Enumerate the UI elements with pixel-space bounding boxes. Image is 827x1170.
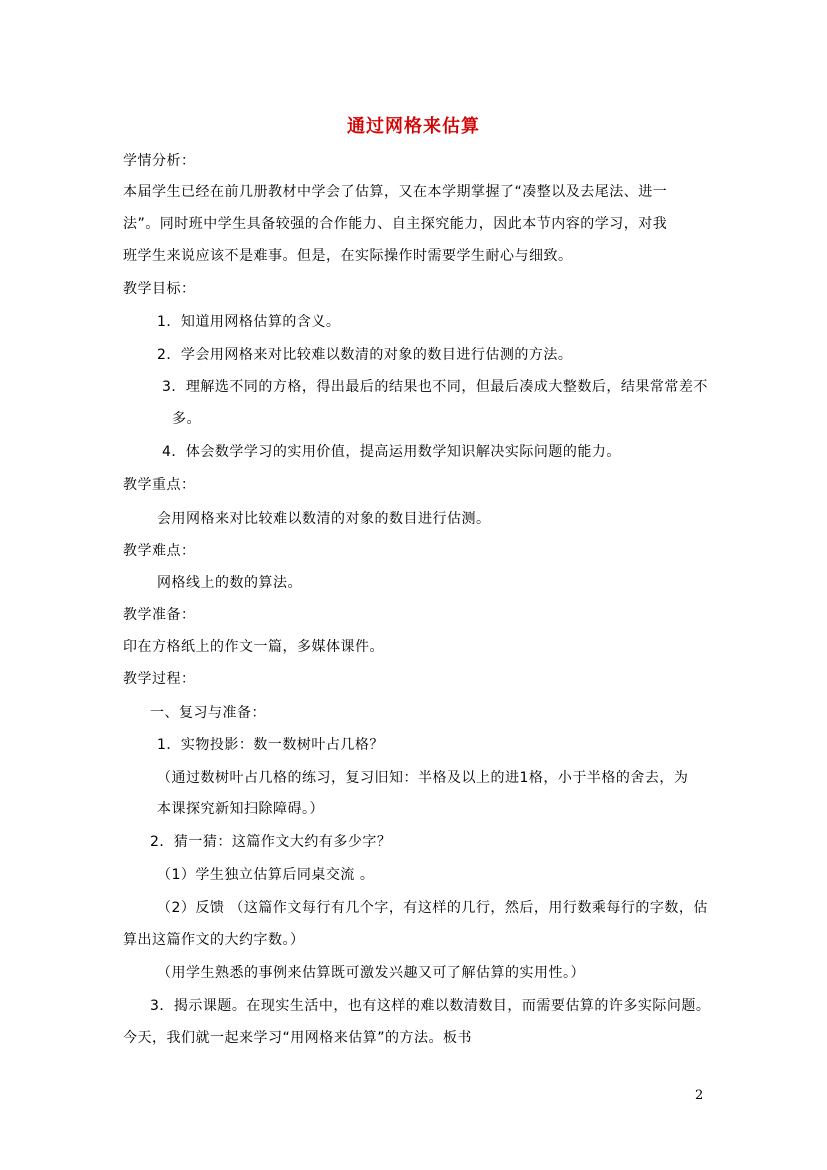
page-number: 2 <box>695 1088 704 1103</box>
section-heading-preparation: 教学准备： <box>123 607 196 623</box>
paragraph-line: 班学生来说应该不是难事。但是，在实际操作时需要学生耐心与细致。 <box>123 248 573 264</box>
list-item-continuation: 多。 <box>172 411 201 427</box>
list-item: 3．理解选不同的方格，得出最后的结果也不同，但最后凑成大整数后，结果常常差不 <box>162 379 708 395</box>
list-item: 1．实物投影：数一数树叶占几格？ <box>157 737 384 753</box>
paragraph-line: 印在方格纸上的作文一篇，多媒体课件。 <box>123 639 384 655</box>
paragraph-line: （通过数树叶占几格的练习，复习旧知：半格及以上的进1格，小于半格的舍去，为 <box>157 770 689 786</box>
section-heading-focus: 教学重点： <box>123 477 196 493</box>
paragraph-line: （2）反馈 （这篇作文每行有几个字，有这样的几行，然后，用行数乘每行的字数，估 <box>157 900 708 916</box>
paragraph-line: 今天，我们就一起来学习“用网格来估算”的方法。板书 <box>123 1030 473 1046</box>
section-heading-difficulty: 教学难点： <box>123 543 196 559</box>
paragraph-line: （1）学生独立估算后同桌交流 。 <box>157 867 375 883</box>
list-item: 4．体会数学学习的实用价值，提高运用数学知识解决实际问题的能力。 <box>162 444 621 460</box>
paragraph-line: （用学生熟悉的事例来估算既可激发兴趣又可了解估算的实用性。） <box>157 965 585 981</box>
section-heading-goals: 教学目标： <box>123 281 196 297</box>
paragraph-line: 网格线上的数的算法。 <box>157 575 302 591</box>
paragraph-line: 本届学生已经在前几册教材中学会了估算，又在本学期掌握了“凑整以及去尾法、进一 <box>123 184 668 200</box>
paragraph-line: 法”。同时班中学生具备较强的合作能力、自主探究能力，因此本节内容的学习，对我 <box>123 216 668 232</box>
list-item: 2．猜一猜：这篇作文大约有多少字？ <box>150 834 392 850</box>
section-heading-process: 教学过程： <box>123 671 196 687</box>
paragraph-line: 本课探究新知扫除障碍。） <box>157 801 324 817</box>
paragraph-line: 会用网格来对比较难以数清的对象的数目进行估测。 <box>157 511 491 527</box>
list-item: 3．揭示课题。在现实生活中，也有这样的难以数清数目，而需要估算的许多实际问题。 <box>150 998 711 1014</box>
subsection-heading: 一、复习与准备： <box>150 705 266 721</box>
paragraph-line: 算出这篇作文的大约字数。） <box>123 932 305 948</box>
section-heading-analysis: 学情分析： <box>123 153 196 169</box>
list-item: 1．知道用网格估算的含义。 <box>157 314 341 330</box>
list-item: 2．学会用网格来对比较难以数清的对象的数目进行估测的方法。 <box>157 347 573 363</box>
document-title: 通过网格来估算 <box>347 116 480 137</box>
